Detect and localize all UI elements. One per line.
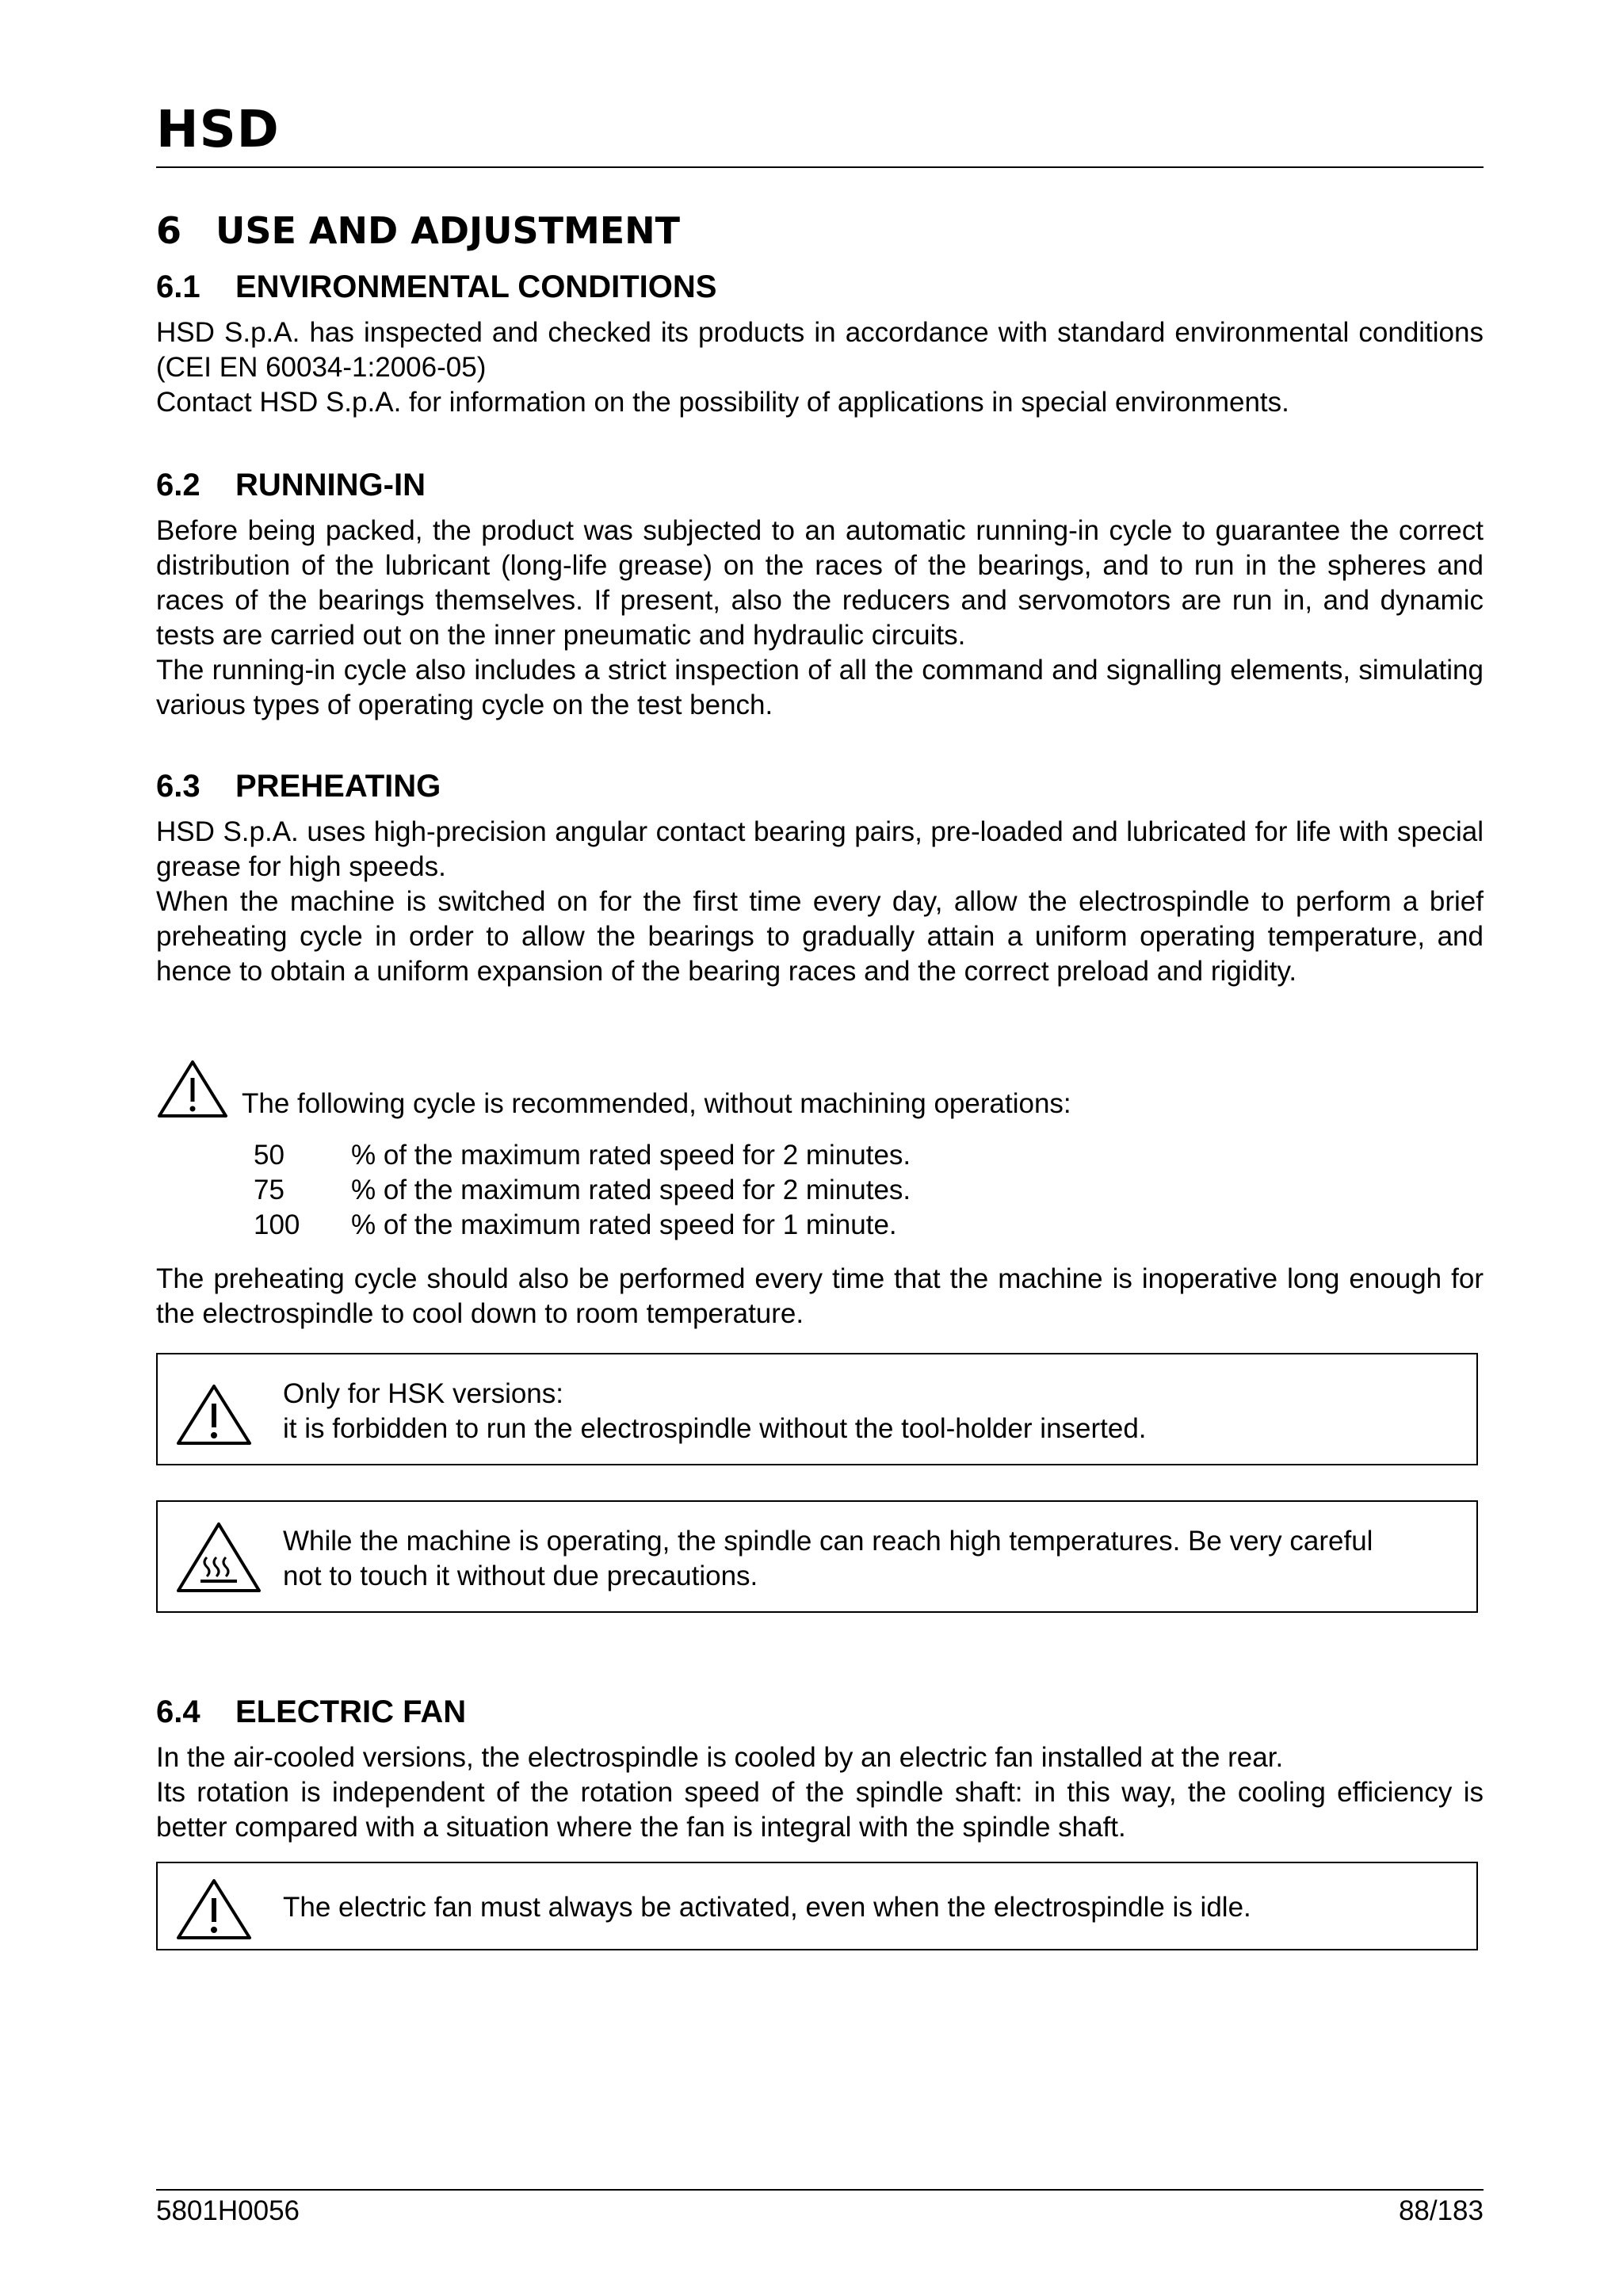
paragraph: HSD S.p.A. uses high-precision angular contact bearing pairs, pre-loaded and lubricated for life with special grease for high speeds. [156, 816, 1484, 882]
warning-icon [175, 1878, 253, 1941]
list-item [254, 1208, 911, 1243]
page-number: 88/183 [1398, 2195, 1484, 2226]
paragraph: Its rotation is independent of the rotation speed of the spindle shaft: in this way, the cooling efficiency is better compared with a situation where the fan is integral with the spindle shaft. [156, 1777, 1484, 1843]
cycle-note: The following cycle is recommended, without machining operations: [242, 1088, 1071, 1119]
footer-rule [156, 2189, 1484, 2191]
paragraph: Contact HSD S.p.A. for information on the possibility of applications in special environments. [156, 387, 1289, 418]
step-value: 50 [254, 1140, 285, 1171]
paragraph: The running-in cycle also includes a strict inspection of all the command and signalling elements, simulating various types of operating cycle on the test bench. [156, 655, 1484, 720]
paragraph: In the air-cooled versions, the electrospindle is cooled by an electric fan installed at the rear. [156, 1742, 1284, 1773]
chapter-title-text: USE AND ADJUSTMENT [216, 209, 681, 252]
warning-text-line1: Only for HSK versions: [283, 1378, 563, 1409]
section-number: 6.2 [156, 468, 200, 502]
hot-surface-icon [175, 1521, 262, 1595]
section-title: RUNNING-IN [235, 468, 426, 502]
chapter-number: 6 [156, 209, 182, 252]
warning-box-hsk [156, 1353, 1478, 1465]
paragraph: Before being packed, the product was subjected to an automatic running-in cycle to guarantee the correct distribution of the lubricant (long-life grease) on the races of the bearings, and to run in the spheres and races of the bearings themselves. If present, also the reducers and servomotors are run in, and dynamic tests are carried out on the inner pneumatic and hydraulic circuits. [156, 515, 1484, 651]
section-heading-running-in [156, 469, 426, 501]
brand-logo: HSD [156, 101, 280, 159]
section-number: 6.1 [156, 269, 200, 304]
warning-text-line2: not to touch it without due precautions. [283, 1561, 758, 1591]
warning-box-hot-surface [156, 1500, 1478, 1613]
header-rule [156, 166, 1484, 168]
list-item [254, 1173, 911, 1208]
section-heading-electric-fan [156, 1696, 466, 1728]
warning-text-line2: it is forbidden to run the electrospindle without the tool-holder inserted. [283, 1413, 1147, 1444]
warning-text: The electric fan must always be activated, even when the electrospindle is idle. [283, 1892, 1251, 1923]
section-number: 6.4 [156, 1694, 200, 1729]
step-text: % of the maximum rated speed for 2 minutes. [351, 1175, 911, 1205]
paragraph: HSD S.p.A. has inspected and checked its products in accordance with standard environmental conditions (CEI EN 60034-1:2006-05) [156, 317, 1484, 383]
caution-icon [156, 1059, 229, 1119]
section-title: ELECTRIC FAN [235, 1694, 467, 1729]
doc-code: 5801H0056 [156, 2195, 300, 2226]
step-value: 75 [254, 1175, 285, 1205]
section-heading-preheating [156, 770, 441, 802]
step-value: 100 [254, 1209, 300, 1240]
step-text: % of the maximum rated speed for 1 minute. [351, 1209, 897, 1240]
list-item [254, 1138, 911, 1173]
paragraph: The preheating cycle should also be performed every time that the machine is inoperative long enough for the electrospindle to cool down to room temperature. [156, 1263, 1484, 1329]
chapter-title [156, 209, 681, 252]
section-title: ENVIRONMENTAL CONDITIONS [235, 269, 717, 304]
section-heading-environmental [156, 271, 716, 303]
cycle-steps-list [254, 1138, 911, 1243]
paragraph: When the machine is switched on for the first time every day, allow the electrospindle to perform a brief preheating cycle in order to allow the bearings to gradually attain a uniform operating temperature, and hence to obtain a uniform expansion of the bearing races and the correct preload and rigidity. [156, 886, 1484, 987]
warning-text-line1: While the machine is operating, the spindle can reach high temperatures. Be very careful [283, 1526, 1373, 1557]
section-number: 6.3 [156, 769, 200, 804]
warning-icon [175, 1383, 253, 1446]
section-title: PREHEATING [235, 769, 441, 804]
step-text: % of the maximum rated speed for 2 minutes. [351, 1140, 911, 1171]
warning-box-fan [156, 1862, 1478, 1950]
